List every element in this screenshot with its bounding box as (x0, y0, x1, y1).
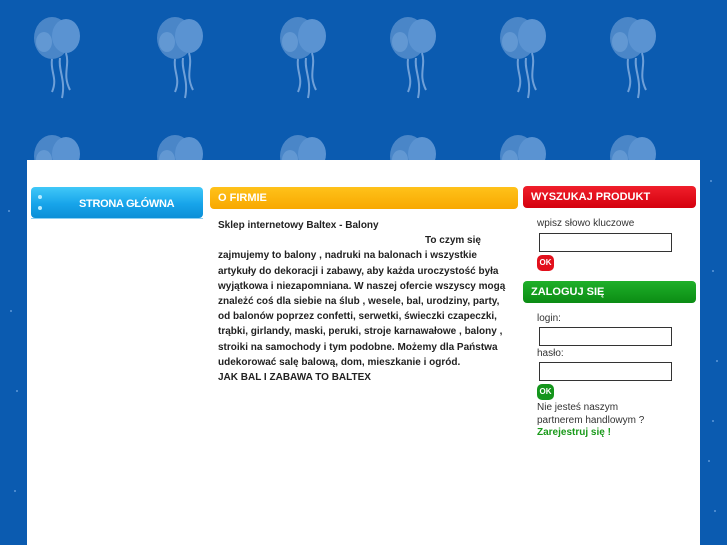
about-body: zajmujemy to balony , nadruki na balonach i wszystkie artykuły do dekoracji i zabawy, aby każda uroczystość była wyjątkowa i niezapomniana. W naszej ofercie wszyscy mogą znależć coś dla siebie na ślub , wesele, bal, urodziny, party, od balonów poprzez confetti, serwetki, świeczki czapeczki, trąbki, girlandy, maski, peruki, stroje karnawałowe , balony , stroiki na samochody i tym podobne. Możemy dla Państwa udekorować salę balową, dom, mieszkanie i ogród. (218, 250, 506, 368)
menu-item-home[interactable] (31, 187, 203, 218)
about-title: Sklep internetowy Baltex - Balony (218, 220, 379, 231)
password-label: hasło: (537, 348, 564, 359)
balloons-icon (378, 14, 458, 104)
login-ok-button[interactable]: OK (537, 384, 554, 400)
login-header (523, 281, 696, 303)
bullet-icon (38, 195, 42, 199)
bullet-icon (38, 206, 42, 210)
dot-decoration (8, 210, 10, 212)
balloons-icon (22, 14, 102, 104)
about-header (210, 187, 518, 209)
search-ok-button[interactable]: OK (537, 255, 554, 271)
dot-decoration (710, 180, 712, 182)
login-header-label: ZALOGUJ SIĘ (531, 286, 605, 298)
balloons-icon (268, 14, 348, 104)
dot-decoration (712, 270, 714, 272)
dot-decoration (14, 490, 16, 492)
about-header-label: O FIRMIE (218, 192, 267, 204)
login-input[interactable] (539, 327, 672, 346)
about-closing: JAK BAL I ZABAWA TO BALTEX (218, 372, 371, 384)
password-input[interactable] (539, 362, 672, 381)
balloons-icon (145, 14, 225, 104)
main-container (27, 160, 700, 545)
not-partner-text: Nie jesteś naszym partnerem handlowym ? (537, 402, 645, 426)
about-lead: To czym się (425, 235, 481, 247)
search-input[interactable] (539, 233, 672, 252)
dot-decoration (712, 420, 714, 422)
search-label: wpisz słowo kluczowe (537, 218, 635, 229)
dot-decoration (714, 510, 716, 512)
register-link[interactable]: Zarejestruj się ! (537, 427, 611, 438)
login-label: login: (537, 313, 561, 324)
about-content (218, 218, 513, 385)
dot-decoration (16, 390, 18, 392)
balloons-icon (598, 14, 678, 104)
balloons-icon (488, 14, 568, 104)
dot-decoration (716, 360, 718, 362)
search-header (523, 186, 696, 208)
menu-item-label: STRONA GŁÓWNA (79, 198, 175, 210)
dot-decoration (10, 310, 12, 312)
balloon-background (0, 0, 727, 160)
menu-divider (31, 218, 203, 219)
dot-decoration (708, 460, 710, 462)
about-body-paragraph (218, 233, 513, 370)
search-header-label: WYSZUKAJ PRODUKT (531, 191, 651, 203)
